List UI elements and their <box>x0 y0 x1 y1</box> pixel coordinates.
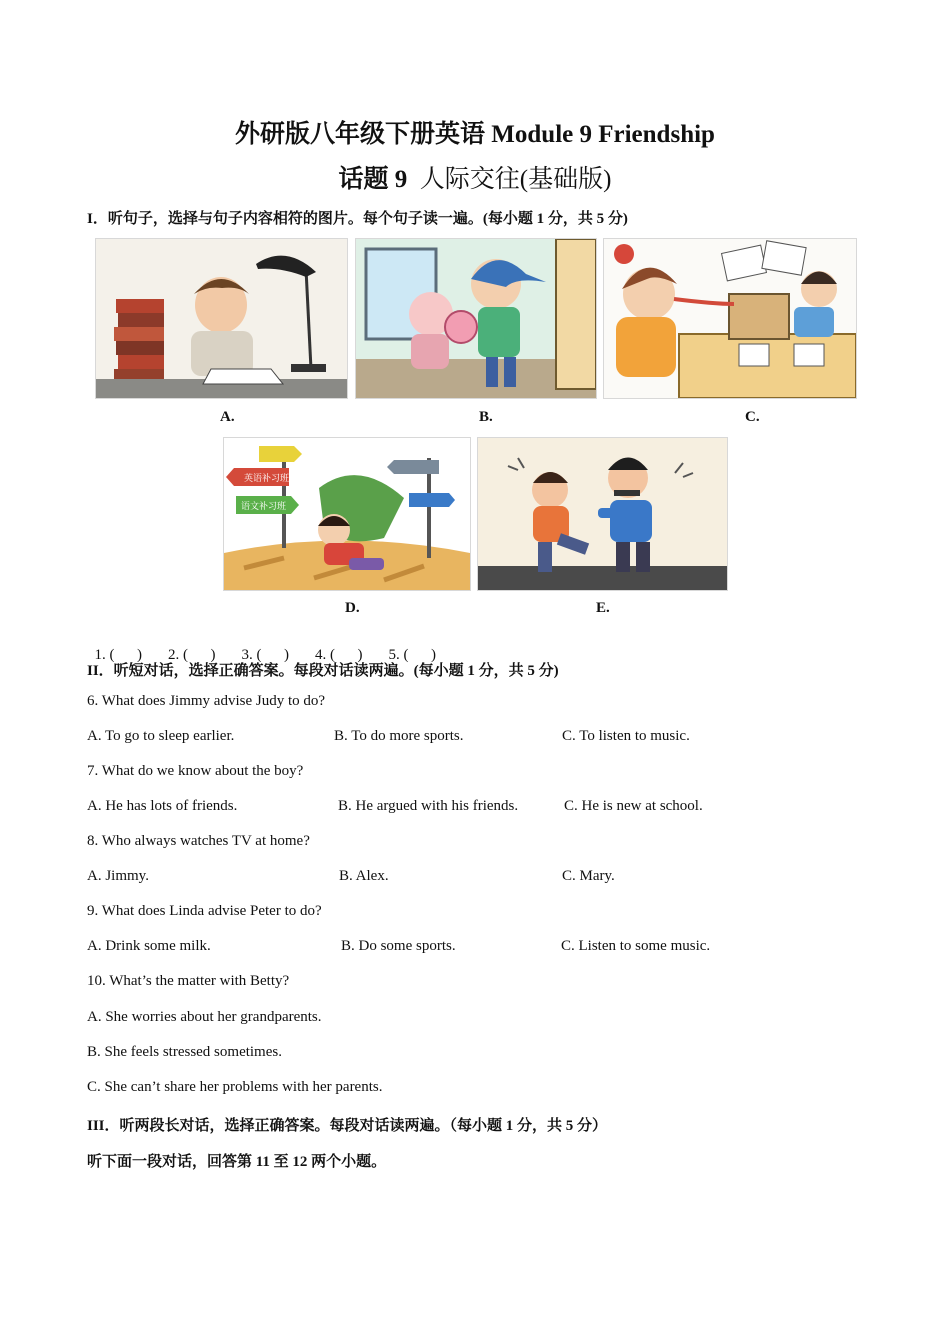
q7-option-c[interactable]: C. He is new at school. <box>564 798 703 814</box>
overloaded-student-picture <box>224 438 470 590</box>
subtitle-name: 人际交往(基础版) <box>407 166 612 193</box>
picture-c-label: C. <box>745 409 760 425</box>
q9-option-a[interactable]: A. Drink some milk. <box>87 938 211 954</box>
q8-option-c[interactable]: C. Mary. <box>562 868 615 884</box>
fighting-picture <box>478 438 727 590</box>
section1-heading: I．听句子，选择与句子内容相符的图片。每个句子读一遍。(每小题 1 分，共 5 分) <box>87 211 628 227</box>
office-shouting-picture <box>604 239 856 398</box>
q8-option-b[interactable]: B. Alex. <box>339 868 389 884</box>
page-title: 外研版八年级下册英语 Module 9 Friendship <box>235 121 715 148</box>
answer-blank-4[interactable]: 4. ( ) <box>315 647 363 663</box>
question-10: 10. What’s the matter with Betty? <box>87 973 290 989</box>
q6-option-b[interactable]: B. To do more sports. <box>334 728 464 744</box>
section2-heading: II．听短对话，选择正确答案。每段对话读两遍。(每小题 1 分，共 5 分) <box>87 663 559 679</box>
answer-blank-3[interactable]: 3. ( ) <box>241 647 289 663</box>
q10-option-c[interactable]: C. She can’t share her problems with her parents. <box>87 1079 383 1095</box>
kids-arguing-picture <box>356 239 596 398</box>
section3-heading: III．听两段长对话，选择正确答案。每段对话读两遍。（每小题 1 分，共 5 分） <box>87 1118 608 1134</box>
picture-e <box>477 437 728 591</box>
question-7: 7. What do we know about the boy? <box>87 763 304 779</box>
q9-option-c[interactable]: C. Listen to some music. <box>561 938 711 954</box>
picture-b <box>355 238 597 399</box>
page-subtitle <box>0 159 950 195</box>
picture-a-label: A. <box>220 409 235 425</box>
stressed-student-picture <box>96 239 347 398</box>
q7-option-b[interactable]: B. He argued with his friends. <box>338 798 519 814</box>
picture-d-label: D. <box>345 600 360 616</box>
section3-instruction: 听下面一段对话，回答第 11 至 12 两个小题。 <box>87 1154 387 1170</box>
chinese-class-sign: 语文补习班 <box>241 502 287 512</box>
q10-option-a[interactable]: A. She worries about her grandparents. <box>87 1009 322 1025</box>
answer-blank-1[interactable]: 1. ( ) <box>94 647 142 663</box>
q8-option-a[interactable]: A. Jimmy. <box>87 868 149 884</box>
answer-blank-2[interactable]: 2. ( ) <box>168 647 216 663</box>
q6-option-c[interactable]: C. To listen to music. <box>562 728 690 744</box>
q6-option-a[interactable]: A. To go to sleep earlier. <box>87 728 235 744</box>
q10-option-b[interactable]: B. She feels stressed sometimes. <box>87 1044 282 1060</box>
picture-a <box>95 238 348 399</box>
picture-d <box>223 437 471 591</box>
picture-c <box>603 238 857 399</box>
subtitle-topic: 话题 9 <box>338 166 408 193</box>
question-8: 8. Who always watches TV at home? <box>87 833 310 849</box>
picture-e-label: E. <box>596 600 610 616</box>
picture-b-label: B. <box>479 409 493 425</box>
english-class-sign: 英语补习班 <box>244 474 290 484</box>
question-6: 6. What does Jimmy advise Judy to do? <box>87 693 326 709</box>
q9-option-b[interactable]: B. Do some sports. <box>341 938 456 954</box>
answer-blank-5[interactable]: 5. ( ) <box>388 647 436 663</box>
q7-option-a[interactable]: A. He has lots of friends. <box>87 798 238 814</box>
question-9: 9. What does Linda advise Peter to do? <box>87 903 322 919</box>
